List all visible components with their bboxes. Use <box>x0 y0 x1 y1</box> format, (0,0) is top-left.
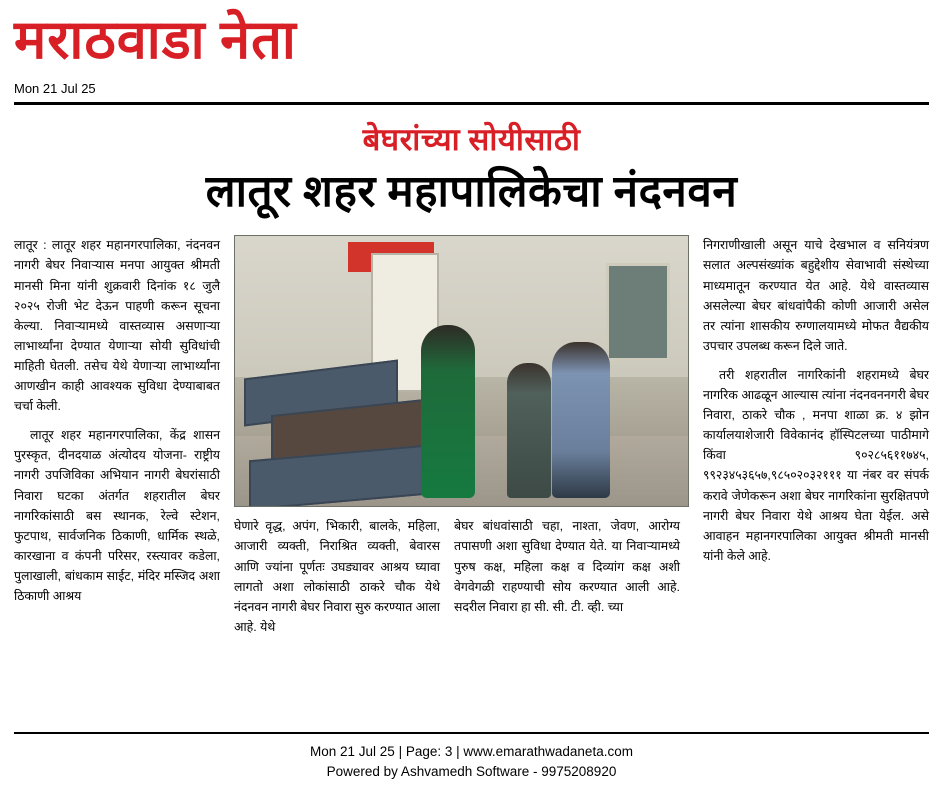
photo-person <box>507 363 551 498</box>
page-footer <box>0 732 943 783</box>
masthead-logo: मराठवाडा नेता <box>14 10 297 70</box>
column-left <box>14 235 220 615</box>
paragraph: लातूर शहर महानगरपालिका, केंद्र शासन पुरस्कृत, दीनदयाळ अंत्योदय योजना- राष्ट्रीय नागरी उपजिविका अभियान नागरी बेघरांसाठी निवारा घटका अंतर्गत शहरातील बेघर नागरिकांसाठी बस स्थानक, रेल्वे स्टेशन, फुटपाथ, सार्वजनिक ठिकाणी, धार्मिक स्थळे, कारखाना व कंपनी परिसर, रस्त्यावर कडेला, पुलाखाली, बांधकाम साईट, मंदिर मस्जिद अशा ठिकाणी आश्रय <box>14 428 220 603</box>
photo-caption-columns <box>234 516 689 637</box>
article-headline: लातूर शहर महापालिकेचा नंदनवन <box>205 166 738 216</box>
masthead <box>14 0 929 96</box>
paragraph: निगराणीखाली असून याचे देखभाल व सनियंत्रण सलात अल्पसंख्यांक बहुद्देशीय सेवाभावी संस्थेच्या माध्यमातून करण्यात येत आहे. येथे वास्तव्यास असलेल्या बेघर बांधवांपैकी कोणी आजारी असेल तर त्यांना शासकीय रुग्णालयामध्ये मोफत वैद्यकीय उपचार उपलब्ध करून दिले जाते. <box>703 238 929 353</box>
paragraph: घेणारे वृद्ध, अपंग, भिकारी, बालके, महिला, आजारी व्यक्ती, निराश्रित व्यक्ती, बेवारस आणि ज्यांना पूर्णतः उघड्यावर आश्रय घ्यावा लागतो अशा लोकांसाठी ठाकरे चौक येथे नंदनवन नागरी बेघर निवारा सुरु करण्यात आला आहे. येथे <box>234 519 441 634</box>
paragraph: तरी शहरातील नागरिकांनी शहरामध्ये बेघर नागरिक आढळून आल्यास त्यांना नंदनवननगरी बेघर निवारा, ठाकरे चौक , मनपा शाळा क्र. ४ झोन कार्यालयाशेजारी विवेकानंद हॉस्पिटलच्या पाठीमागे किंवा ९०२८५६११७४५, ९९२३४५३६५७,९८५०२०३२१११ या नंबर वर संपर्क करावे जेणेकरून अशा बेघर नागरिकांना सुरक्षितपणे नागरी बेघर निवारा येथे आश्रय घेता येईल. असे आवाहन महानगरपालिका आयुक्त श्रीमती मानसी यांनी केले आहे. <box>703 367 929 563</box>
column-right <box>703 235 929 575</box>
masthead-date: Mon 21 Jul 25 <box>14 80 96 96</box>
footer-divider <box>14 732 929 734</box>
article-photo <box>234 235 689 507</box>
photo-person <box>552 342 610 499</box>
photo-window <box>606 263 670 361</box>
footer-line-1: Mon 21 Jul 25 | Page: 3 | www.emarathwadaneta.com <box>310 743 633 759</box>
paragraph: बेघर बांधवांसाठी चहा, नाश्ता, जेवण, आरोग्य तपासणी अशा सुविधा देण्यात येते. या निवाऱ्यामध्ये पुरुष कक्ष, महिला कक्ष व दिव्यांग कक्ष अशी वेगवेगळी राहण्याची सोय करण्यात आली आहे. सदरील निवारा हा सी. सी. टी. व्ही. च्या <box>454 519 680 614</box>
headline-block <box>14 105 929 218</box>
paragraph: लातूर : लातूर शहर महानगरपालिका, नंदनवन नागरी बेघर निवाऱ्यास मनपा आयुक्त श्रीमती मानसी मिना यांनी शुक्रवारी दिनांक १८ जुलै २०२५ रोजी भेट देऊन पाहणी करून सूचना केल्या. निवाऱ्यामध्ये वास्तव्यास असणाऱ्या लाभार्थ्यांना देण्यात येणाऱ्या सोयी सुविधांची माहिती घेतली. तसेच येथे येणाऱ्या लाभार्थ्यांना आणखीन काही आवश्यक सुविधा देण्याबाबत चर्चा केली. <box>14 238 220 414</box>
article-body <box>14 235 929 637</box>
photo-person <box>421 325 475 498</box>
article-kicker: बेघरांच्या सोयीसाठी <box>362 121 581 157</box>
footer-line-2: Powered by Ashvamedh Software - 9975208920 <box>326 763 617 779</box>
column-middle <box>234 235 689 637</box>
